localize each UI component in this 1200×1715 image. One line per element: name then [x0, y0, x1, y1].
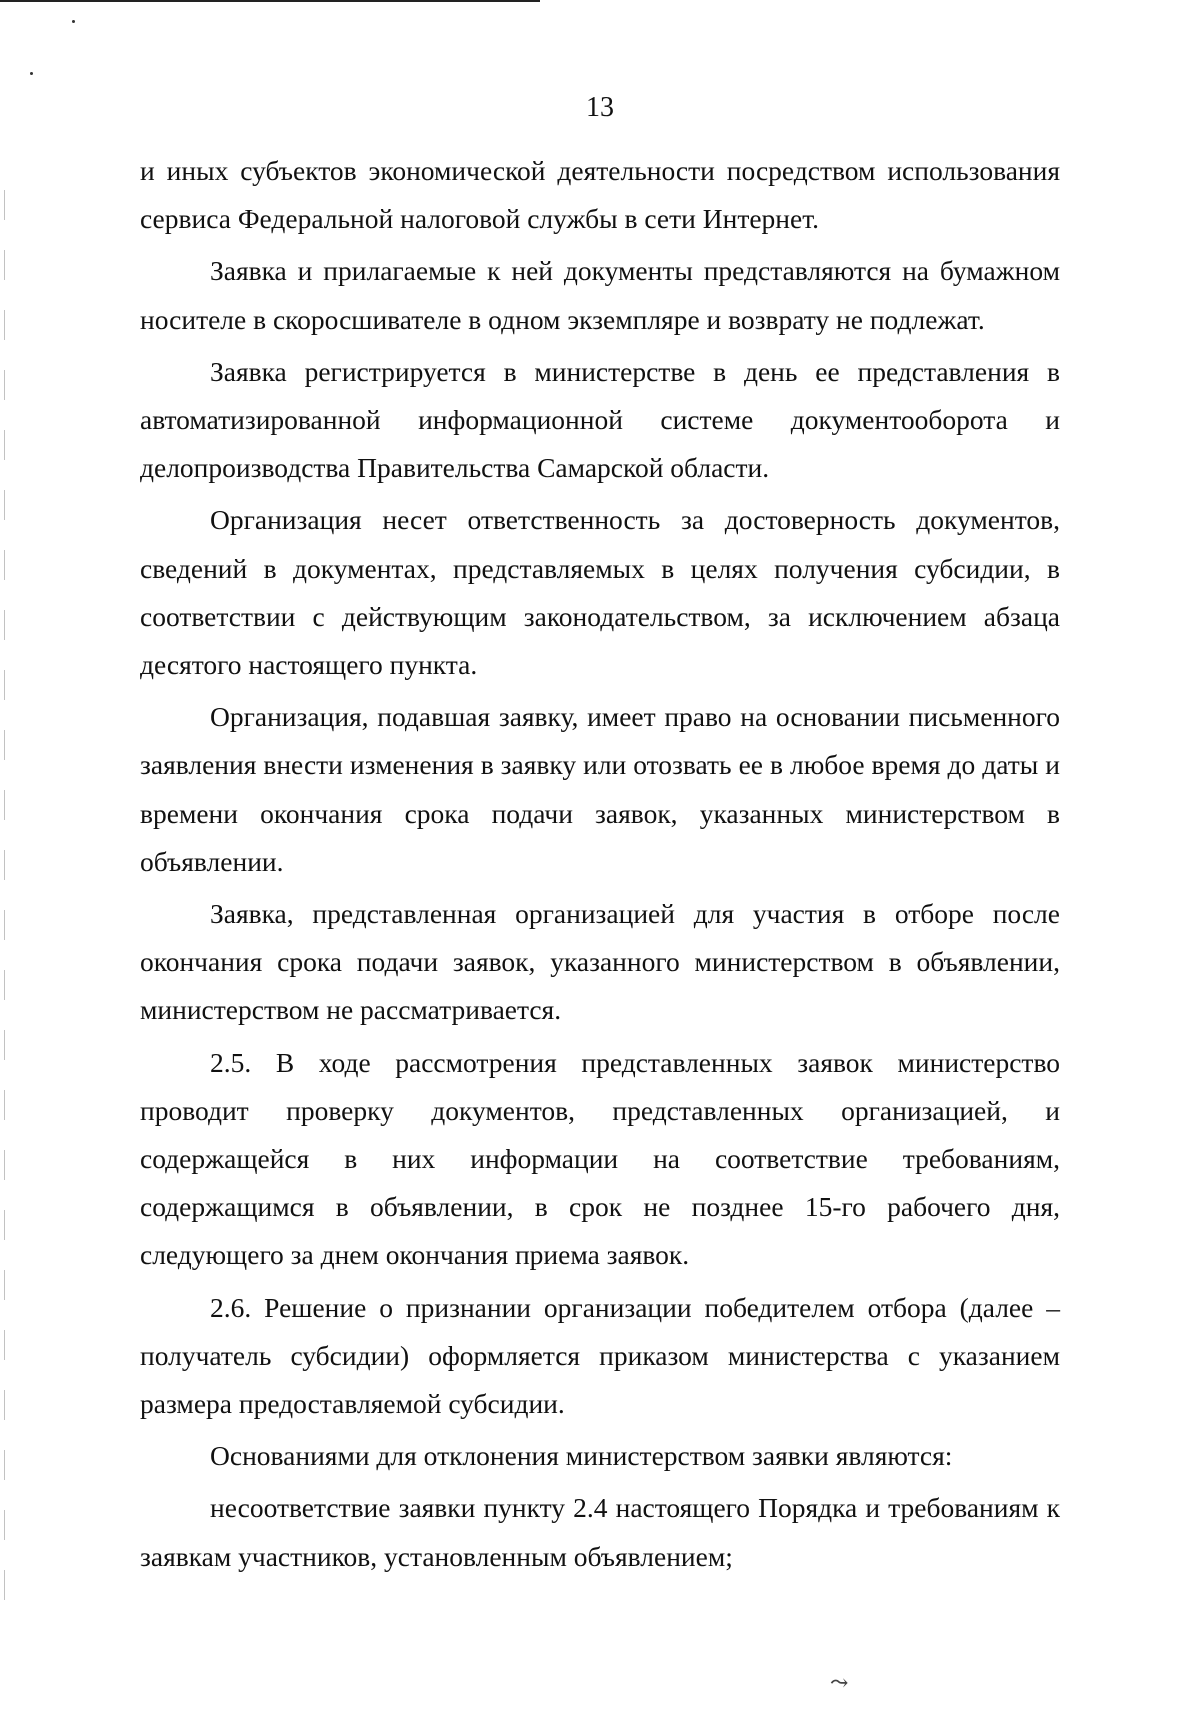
paragraph-1: и иных субъектов экономической деятельности посредством использования сервиса Федеральной налоговой службы в сети Интернет. [140, 155, 1060, 235]
scan-speck [30, 72, 33, 75]
paragraph-6: Заявка, представленная организацией для участия в отборе после окончания срока подачи заявок, указанного министерством в объявлении, министерством не рассматривается. [140, 898, 1060, 1026]
page-number: 13 [586, 92, 614, 123]
scan-border-left [4, 190, 5, 1630]
paragraph-3: Заявка регистрируется в министерстве в день ее представления в автоматизированной информационной системе документооборота и делопроизводства Правительства Самарской области. [140, 355, 1060, 484]
document-body [140, 147, 1060, 1585]
paragraph-5: Организация, подавшая заявку, имеет право на основании письменного заявления внести изменения в заявку или отозвать ее в любое время до даты и времени окончания срока подачи заявок, указанных министерством в объявлении. [140, 701, 1060, 877]
scan-border-top [0, 0, 540, 2]
scan-mark-icon: ⤳ [830, 1670, 849, 1695]
paragraph-8: 2.6. Решение о признании организации победителем отбора (далее – получатель субсидии) оформляется приказом министерства с указанием размера предоставляемой субсидии. [140, 1291, 1060, 1420]
paragraph-9: Основаниями для отклонения министерством заявки являются: [210, 1440, 953, 1472]
paragraph-4: Организация несет ответственность за достоверность документов, сведений в документах, представляемых в целях получения субсидии, в соответствии с действующим законодательством, за исключением абзаца десятого настоящего пункта. [140, 504, 1060, 681]
paragraph-7: 2.5. В ходе рассмотрения представленных заявок министерство проводит проверку документов, представленных организацией, и содержащейся в них информации на соответствие требованиям, содержащимся в объявлении, в срок не позднее 15-го рабочего дня, следующего за днем окончания приема заявок. [140, 1046, 1060, 1271]
paragraph-2: Заявка и прилагаемые к ней документы представляются на бумажном носителе в скоросшивателе в одном экземпляре и возврату не подлежат. [140, 255, 1060, 335]
scan-speck [72, 20, 75, 23]
paragraph-10: несоответствие заявки пункту 2.4 настоящего Порядка и требованиям к заявкам участников, установленным объявлением; [140, 1492, 1060, 1572]
